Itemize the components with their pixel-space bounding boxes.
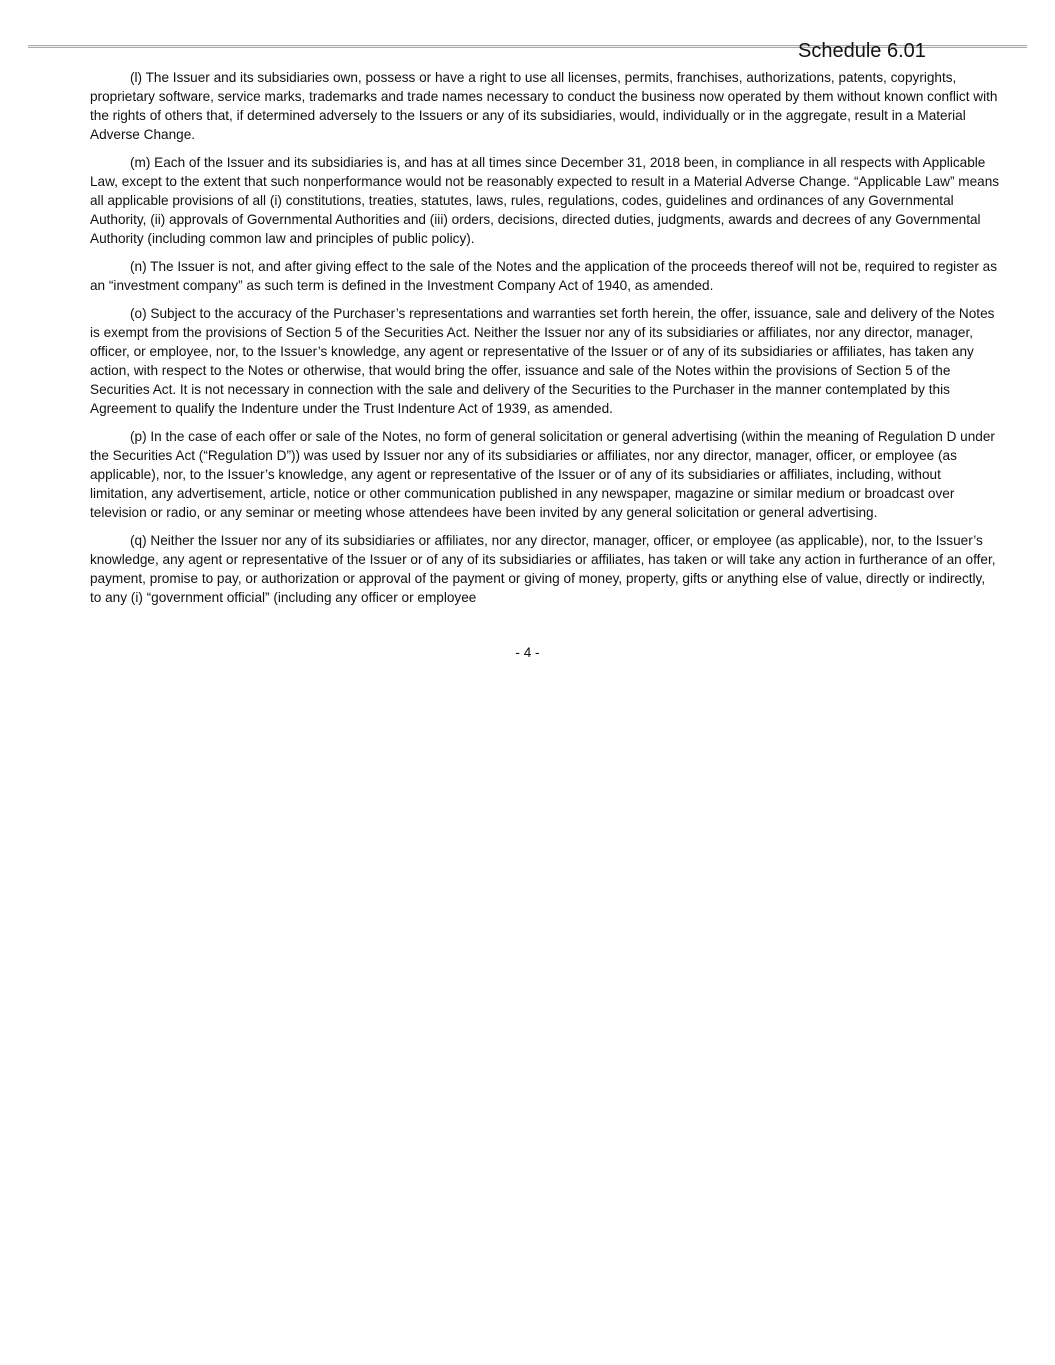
paragraph-l: (l) The Issuer and its subsidiaries own, possess or have a right to use all licenses, permits, franchises, authorizations, patents, copyrights, proprietary software, service marks, trademarks and trade names necessary to conduct the business now operated by them without known conflict with the rights of others that, if determined adversely to the Issuers or any of its subsidiaries, would, individually or in the aggregate, result in a Material Adverse Change. bbox=[90, 70, 998, 142]
document-body bbox=[90, 68, 1000, 616]
paragraph-o: (o) Subject to the accuracy of the Purchaser’s representations and warranties set forth herein, the offer, issuance, sale and delivery of the Notes is exempt from the provisions of Section 5 of the Securities Act. Neither the Issuer nor any of its subsidiaries or affiliates, nor any director, manager, officer, or employee, nor, to the Issuer’s knowledge, any agent or representative of the Issuer or of any of its subsidiaries or affiliates, has taken any action, with respect to the Notes or otherwise, that would bring the offer, issuance and sale of the Notes within the provisions of Section 5 of the Securities Act. It is not necessary in connection with the sale and delivery of the Securities to the Purchaser in the manner contemplated by this Agreement to qualify the Indenture under the Trust Indenture Act of 1939, as amended. bbox=[90, 306, 995, 416]
paragraph-n: (n) The Issuer is not, and after giving effect to the sale of the Notes and the application of the proceeds thereof will not be, required to register as an “investment company” as such term is defined in the Investment Company Act of 1940, as amended. bbox=[90, 259, 997, 293]
paragraph-q: (q) Neither the Issuer nor any of its subsidiaries or affiliates, nor any director, manager, officer, or employee (as applicable), nor, to the Issuer’s knowledge, any agent or representative of the Issuer or of any of its subsidiaries or affiliates, has taken or will take any action in furtherance of an offer, payment, promise to pay, or authorization or approval of the payment or giving of money, property, gifts or anything else of value, directly or indirectly, to any (i) “government official” (including any officer or employee bbox=[90, 533, 996, 605]
page-number: - 4 - bbox=[515, 645, 540, 660]
schedule-label: Schedule 6.01 bbox=[798, 40, 926, 62]
paragraph-p: (p) In the case of each offer or sale of the Notes, no form of general solicitation or general advertising (within the meaning of Regulation D under the Securities Act (“Regulation D”)) was used by Issuer nor any of its subsidiaries or affiliates, nor any director, manager, officer, or employee (as applicable), nor, to the Issuer’s knowledge, any agent or representative of the Issuer or of any of its subsidiaries or affiliates, including, without limitation, any advertisement, article, notice or other communication published in any newspaper, magazine or similar medium or broadcast over television or radio, or any seminar or meeting whose attendees have been invited by any general solicitation or general advertising. bbox=[90, 429, 995, 520]
paragraph-m: (m) Each of the Issuer and its subsidiaries is, and has at all times since December 31, 2018 been, in compliance in all respects with Applicable Law, except to the extent that such nonperformance would not be reasonably expected to result in a Material Adverse Change. “Applicable Law” means all applicable provisions of all (i) constitutions, treaties, statutes, laws, rules, regulations, codes, guidelines and ordinances of any Governmental Authority, (ii) approvals of Governmental Authorities and (iii) orders, decisions, directed duties, judgments, awards and decrees of any Governmental Authority (including common law and principles of public policy). bbox=[90, 155, 1000, 246]
